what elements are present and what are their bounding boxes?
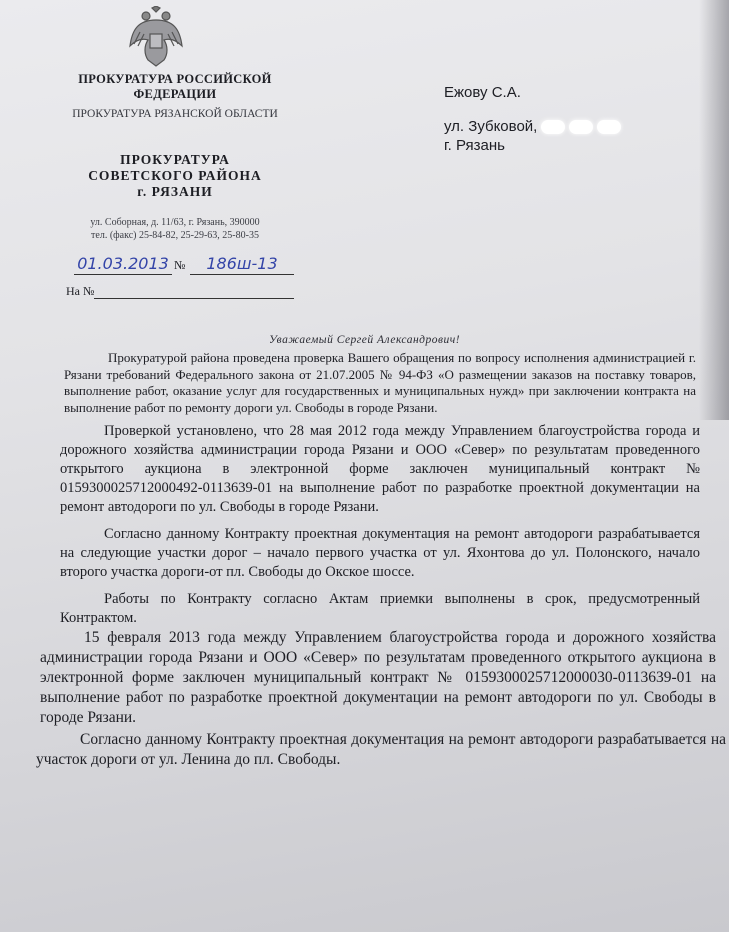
russian-coat-of-arms-icon [128, 6, 184, 68]
recipient-block [444, 83, 621, 156]
org-phones: тел. (факс) 25-84-82, 25-29-63, 25-80-35 [91, 230, 259, 241]
redaction-mark [541, 120, 565, 134]
in-reply-line [66, 284, 296, 299]
org-line3c: г. РЯЗАНИ [137, 184, 213, 200]
redaction-mark [569, 120, 593, 134]
org-name-federal [60, 72, 290, 102]
recipient-street-row [444, 117, 621, 137]
org-name-district [60, 152, 290, 201]
org-name-regional [60, 108, 290, 122]
in-reply-blank [94, 288, 294, 299]
paragraph: Согласно данному Контракту проектная документация на ремонт автодороги разрабатывается на участок дороги от ул. Ленина до пл. Свободы. [36, 731, 726, 768]
recipient-name: Ежову С.А. [444, 84, 521, 101]
recipient-street: ул. Зубковой, [444, 117, 538, 135]
greeting: Уважаемый Сергей Александрович! [268, 334, 461, 346]
recipient-city: г. Рязань [444, 137, 505, 154]
org-line3a: ПРОКУРАТУРА [120, 152, 230, 167]
org-line3b: СОВЕТСКОГО РАЙОНА [88, 168, 262, 184]
paragraph: Работы по Контракту согласно Актам приемки выполнены в срок, предусмотренный Контрактом. [60, 591, 700, 626]
paragraph: Прокуратурой района проведена проверка Вашего обращения по вопросу исполнения администрацией г. Рязани требований Федерального закона от 21.07.2005 № 94-ФЗ «О размещении заказов на поставку товаров, выполнение работ, оказание услуг для государственных и муниципальных нужд» при заключении контракта на выполнение работ по ремонту дороги ул. Свободы в городе Рязани. [64, 350, 696, 415]
paragraph: Согласно данному Контракту проектная документация на ремонт автодороги разрабатывается на следующие участки дорог – начало первого участка от ул. Яхонтова до ул. Полонского, начало второго участка дороги-от пл. Свободы до Окское шоссе. [60, 526, 700, 580]
registration-number-label: № [174, 258, 186, 272]
redaction-mark [597, 120, 621, 134]
registration-date: 01.03.2013 [74, 254, 172, 275]
org-line2: ПРОКУРАТУРА РЯЗАНСКОЙ ОБЛАСТИ [72, 108, 278, 120]
letter-body [36, 350, 726, 770]
paragraph: 15 февраля 2013 года между Управлением благоустройства города и дорожного хозяйства администрации города Рязани и ООО «Север» по результатам проведенного открытого аукциона в электронной форме заключен муниципальный контракт № 0159300025712000030-0113639-01 на выполнение работ по разработке проектной документации на ремонт автодороги по ул. Свободы в городе Рязани. [40, 629, 716, 726]
org-line1: ПРОКУРАТУРА РОССИЙСКОЙ ФЕДЕРАЦИИ [78, 72, 272, 101]
org-address-block [60, 216, 290, 242]
registration-line [66, 254, 296, 276]
in-reply-label: На № [66, 284, 95, 298]
registration-number: 186ш-13 [190, 254, 294, 275]
org-address: ул. Соборная, д. 11/63, г. Рязань, 390000 [90, 217, 260, 228]
paragraph: Проверкой установлено, что 28 мая 2012 года между Управлением благоустройства города и дорожного хозяйства администрации города Рязани и ООО «Север» по результатам проведенного открытого аукциона в электронной форме заключен муниципальный контракт № 0159300025712000492-0113639-01 на выполнение работ по разработке проектной документации на ремонт автодороги по ул. Свободы в городе Рязани. [60, 423, 700, 515]
